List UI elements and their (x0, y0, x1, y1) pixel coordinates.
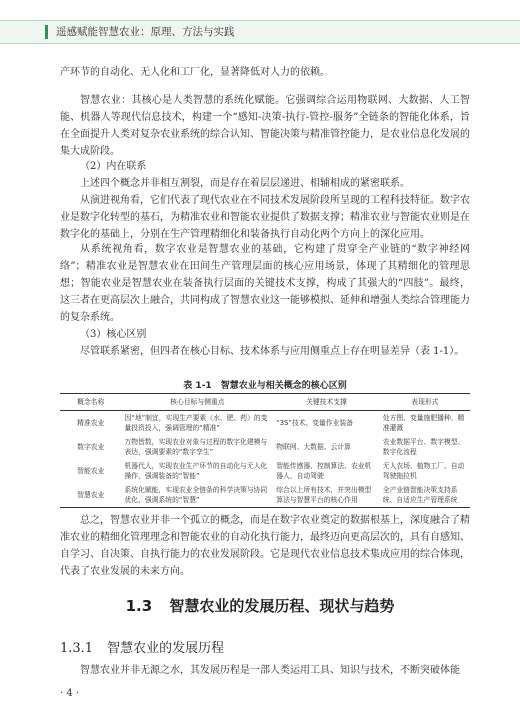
table-header-cell: 关键技术支撑 (273, 394, 380, 411)
table-cell: 物联网、大数据、云计算 (276, 443, 351, 451)
paragraph-smart-agriculture: 智慧农业：其核心是人类智慧的系统化赋能。它强调综合运用物联网、大数据、人工智能、机器人等现代信息技术，构建一个“感知-决策-执行-管控-服务”全链条的智能化体系，旨在全面提升人类对复杂农业系统的综合认知、智能决策与精准管控能力，是农业信息化发展的集大成阶段。 (60, 95, 470, 157)
subheading-internal-relation: （2）内在联系 (80, 161, 147, 172)
table-cell: 机器代人，实现农业生产环节的自动化与无人化操作，强调装备的“智能” (124, 462, 268, 480)
section-title: 智慧农业的发展历程、现状与趋势 (169, 597, 395, 615)
table-header-cell: 核心目标与侧重点 (122, 394, 274, 411)
table-cell: 智能农业 (77, 467, 105, 475)
table-cell: 综合以上所有技术，并突出模型算法与智慧平台的核心作用 (273, 483, 380, 508)
table-header-cell: 表现形式 (380, 394, 470, 411)
running-title: 遥感赋能智慧农业：原理、方法与实践 (56, 26, 235, 38)
section-number: 1.3 (125, 597, 153, 615)
subsection-heading (60, 637, 224, 656)
paragraph-system-view: 从系统视角看，数字农业是智慧农业的基础，它构建了贯穿全产业链的“数字神经网络”；精准农业是智慧农业在田间生产管理层面的核心应用场景，体现了其精细化的管理思想；智能农业是智慧农业在装备执行层面的关键技术支撑，构成了其强大的“四肢”。最终，这三者在更高层次上融合，共同构成了智慧农业这一能够模拟、延伸和增强人类综合管理能力的复杂系统。 (60, 244, 470, 323)
section-heading (0, 595, 520, 616)
table-cell: 因“地”制宜，实现生产要素（水、肥、药）的变量投资投入，强调管理的“精准” (124, 414, 268, 432)
table-cell: 农业数据平台、数字模型、数字化流程 (382, 438, 465, 456)
subsection-title: 智慧农业的发展历程 (107, 641, 225, 656)
table-row (60, 483, 470, 508)
table-cell: 系统化赋能，实现农业全链条的科学决策与协同优化，强调系统的“智慧” (122, 483, 274, 508)
table-row (60, 411, 470, 436)
table-row (60, 459, 470, 483)
subheading-core-difference: （3）核心区别 (80, 329, 147, 340)
paragraph-history-intro: 智慧农业并非无源之水，其发展历程是一部人类运用工具、知识与技术，不断突破体能 (80, 665, 460, 676)
table-cell: 智能传感器、控制算法、农业机器人、自动驾驶 (276, 462, 372, 480)
table-header-row (60, 394, 470, 411)
paragraph-summary: 总之，智慧农业并非一个孤立的概念，而是在数字农业奠定的数据根基上，深度融合了精准农业的精细化管理理念和智能农业的自动化执行能力，最终迈向更高层次的，具有自感知、自学习、自决策、自执行能力的农业发展阶段。它是现代农业信息技术集成应用的综合体现，代表了农业发展的未来方向。 (60, 515, 470, 577)
table-cell: 无人农场、植物工厂、自动驾驶拖拉机 (382, 462, 465, 480)
table-cell: 万物皆数，实现农业对象与过程的数字化建模与表达，强调要素的“数字孪生” (124, 438, 268, 456)
running-header (0, 20, 520, 44)
table-cell: “3S”技术、变量作业装备 (276, 419, 354, 427)
table-row (60, 435, 470, 459)
table-cell: 全产业链智能决策支持系统、自适应生产管理系统 (380, 483, 470, 508)
page-number: · 4 · (60, 688, 80, 699)
paragraph-1: 产环节的自动化、无人化和工厂化，显著降低对人力的依赖。 (60, 67, 330, 78)
table-cell: 精准农业 (77, 419, 105, 427)
header-accent-bar (45, 25, 48, 39)
subsection-number: 1.3.1 (60, 641, 94, 656)
table-cell: 数字农业 (77, 443, 105, 451)
table-cell: 处方图、变量施肥播种、精准灌溉 (382, 414, 465, 432)
table-header-cell: 概念名称 (60, 394, 122, 411)
paragraph-relation-intro: 上述四个概念并非相互割裂，而是存在着层层递进、相辅相成的紧密联系。 (80, 178, 410, 189)
paragraph-difference-intro: 尽管联系紧密，但四者在核心目标、技术体系与应用侧重点上存在明显差异（表 1-1）。 (80, 346, 465, 357)
table-cell: 智慧农业 (60, 483, 122, 508)
comparison-table (60, 393, 470, 508)
table-caption: 表 1-1 智慧农业与相关概念的核心区别 (183, 381, 347, 391)
paragraph-evolution-view: 从演进视角看，它们代表了现代农业在不同技术发展阶段所呈现的工程科技特征。数字农业是数字化转型的基石，为精准农业和智能农业提供了数据支撑；精准农业与智能农业则是在数字化的基础上，分别在生产管理精细化和装备执行自动化两个方向上的深化应用。 (60, 195, 470, 240)
